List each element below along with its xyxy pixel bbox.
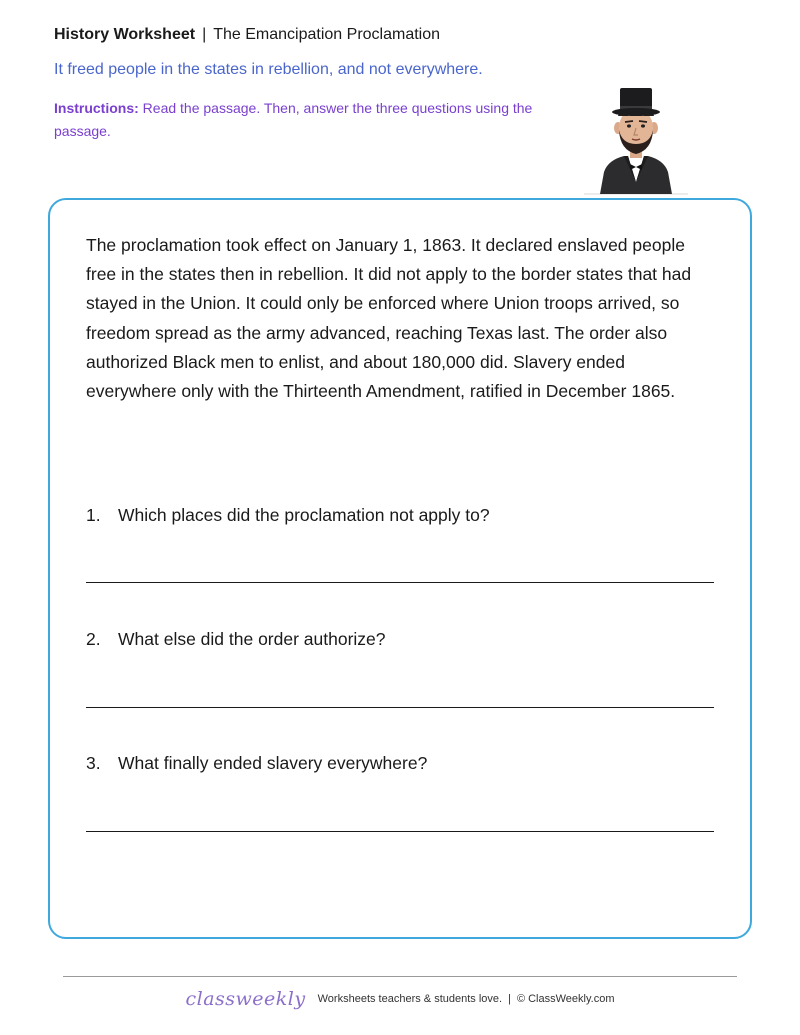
instructions-label: Instructions: (54, 100, 139, 116)
worksheet-topic: The Emancipation Proclamation (213, 26, 441, 43)
question-2-text: What else did the order authorize? (118, 629, 386, 649)
footer-copyright: © ClassWeekly.com (516, 993, 615, 1005)
answer-line-2[interactable] (86, 707, 714, 708)
footer-tagline: Worksheets teachers & students love. (317, 993, 503, 1005)
question-1-text: Which places did the proclamation not apply to? (118, 505, 490, 525)
answer-line-3[interactable] (86, 831, 714, 832)
worksheet-subject: History Worksheet (54, 26, 196, 43)
question-3-text: What finally ended slavery everywhere? (118, 753, 428, 773)
abraham-lincoln-illustration (584, 86, 688, 196)
answer-line-1[interactable] (86, 582, 714, 583)
worksheet-title (54, 26, 440, 44)
question-3 (86, 753, 427, 774)
question-1 (86, 505, 490, 526)
footer-separator: | (508, 993, 511, 1005)
question-3-number: 3. (86, 753, 101, 773)
question-2 (86, 629, 386, 650)
title-separator: | (202, 26, 207, 43)
footer-divider (63, 976, 737, 977)
question-2-number: 2. (86, 629, 101, 649)
worksheet-subtitle: It freed people in the states in rebellion, and not everywhere. (54, 61, 483, 78)
brand-logo: classweekly (185, 988, 306, 1010)
instructions-text: Read the passage. Then, answer the three questions using the passage. (54, 100, 533, 139)
reading-passage: The proclamation took effect on January 1, 1863. It declared enslaved people free in the states then in rebellion. It did not apply to the border states that had stayed in the Union. It could only be enforced where Union troops arrived, so freedom spread as the army advanced, reaching Texas last. The order also authorized Black men to enlist, and about 180,000 did. Slavery ended everywhere only with the Thirteenth Amendment, ratified in December 1865. (86, 235, 692, 402)
instructions (54, 97, 574, 143)
footer (0, 988, 800, 1010)
question-1-number: 1. (86, 505, 101, 525)
